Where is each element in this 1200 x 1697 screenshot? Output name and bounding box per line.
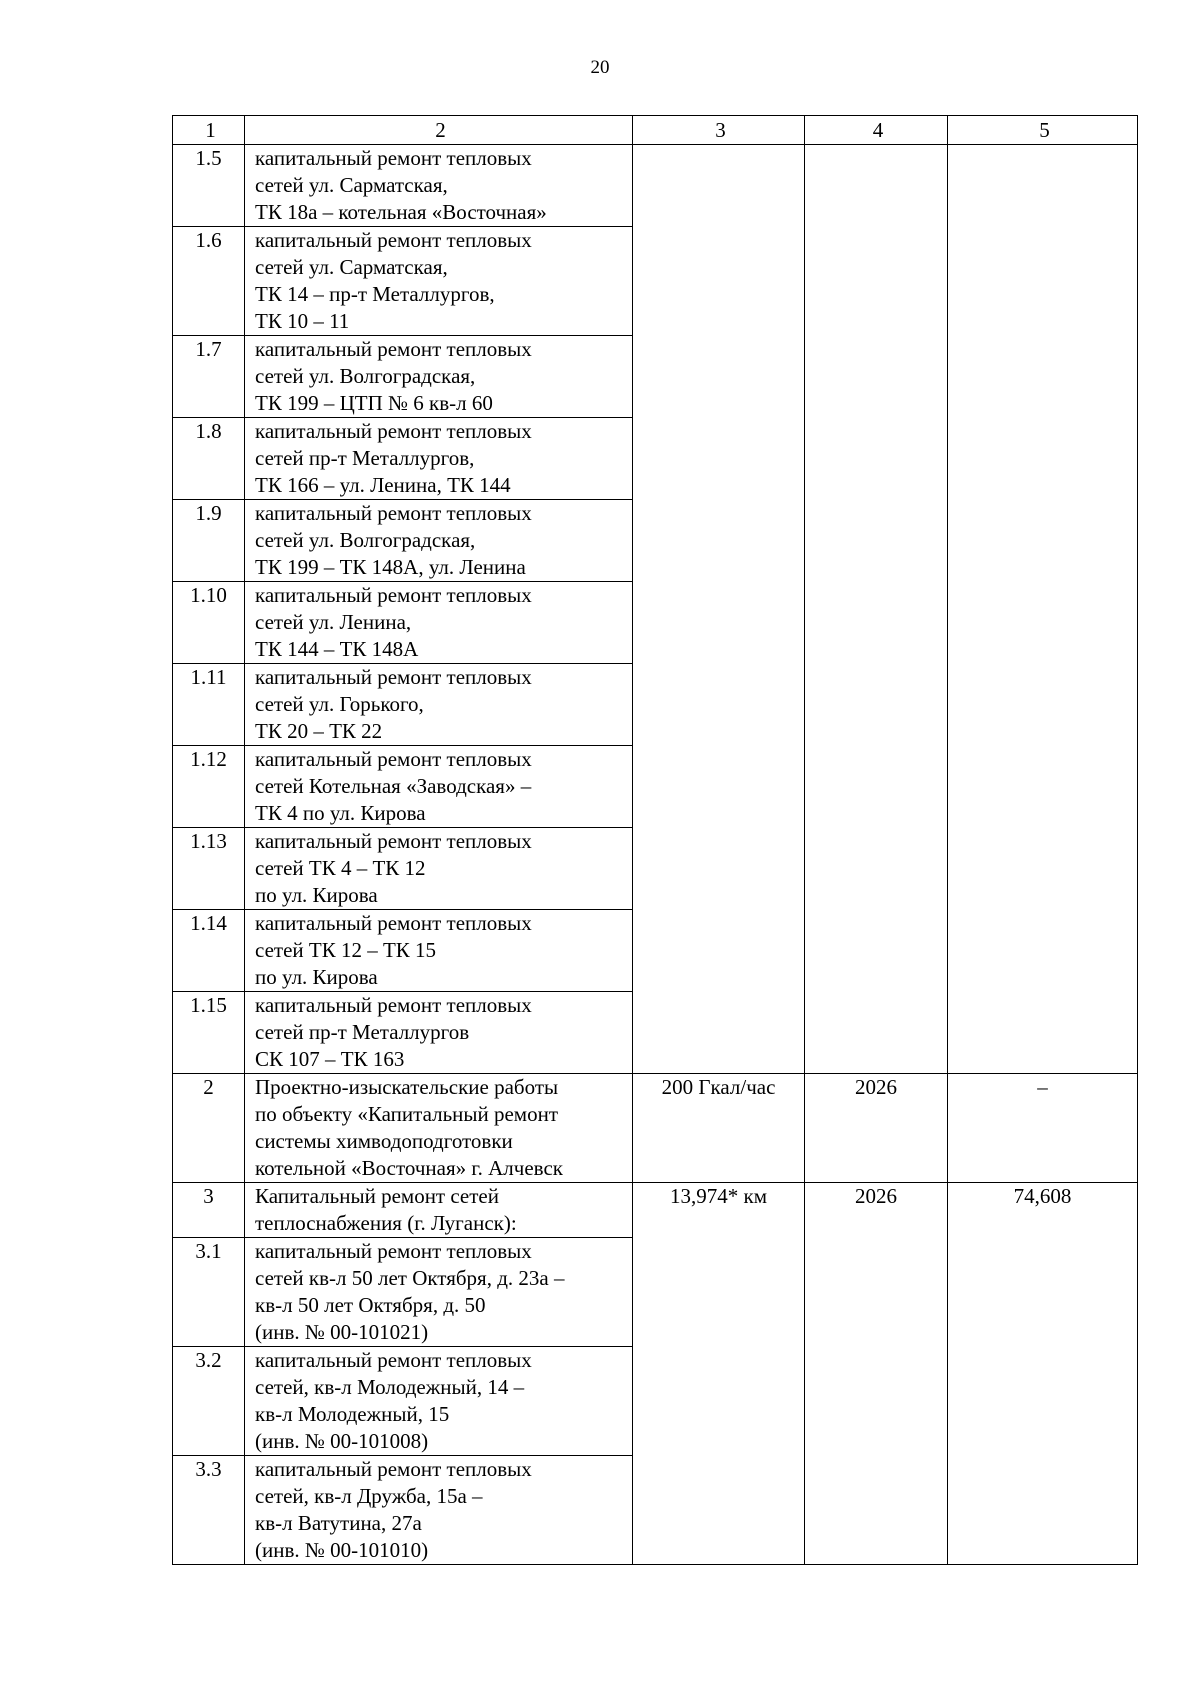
row-description: [245, 992, 633, 1074]
header-cell-5: 5: [948, 116, 1138, 145]
description-line: по объекту «Капитальный ремонт: [255, 1102, 559, 1126]
row-number: 1.5: [173, 145, 245, 227]
description-line: Проектно-изыскательские работы: [255, 1075, 559, 1099]
description-line: кв-л Молодежный, 15: [255, 1402, 450, 1426]
description-line: сетей ул. Сарматская,: [255, 173, 448, 197]
description-line: (инв. № 00-101008): [255, 1429, 429, 1453]
description-line: сетей ТК 4 – ТК 12: [255, 856, 426, 880]
description-line: ТК 144 – ТК 148А: [255, 637, 419, 661]
row-description: [245, 418, 633, 500]
description-line: капитальный ремонт тепловых: [255, 829, 532, 853]
row-capacity: 200 Гкал/час: [633, 1074, 805, 1183]
table-row: [173, 1183, 1138, 1238]
row-description: [245, 1183, 633, 1238]
row-description: [245, 664, 633, 746]
header-cell-1: 1: [173, 116, 245, 145]
row-number: 3.2: [173, 1347, 245, 1456]
description-line: системы химводоподготовки: [255, 1129, 513, 1153]
description-line: капитальный ремонт тепловых: [255, 1348, 532, 1372]
table-row: [173, 1074, 1138, 1183]
merged-empty-cell-4: [805, 145, 948, 1074]
description-line: сетей ул. Ленина,: [255, 610, 412, 634]
row-number: 3.3: [173, 1456, 245, 1565]
description-line: капитальный ремонт тепловых: [255, 146, 532, 170]
row-year: 2026: [805, 1183, 948, 1565]
row-number: 3.1: [173, 1238, 245, 1347]
row-description: [245, 1238, 633, 1347]
row-description: [245, 227, 633, 336]
row-description: [245, 1074, 633, 1183]
row-number: 1.13: [173, 828, 245, 910]
row-number: 3: [173, 1183, 245, 1238]
description-line: ТК 14 – пр-т Металлургов,: [255, 282, 495, 306]
description-line: капитальный ремонт тепловых: [255, 583, 532, 607]
row-description: [245, 1347, 633, 1456]
row-description: [245, 145, 633, 227]
description-line: сетей кв-л 50 лет Октября, д. 23а –: [255, 1266, 565, 1290]
description-line: сетей пр-т Металлургов: [255, 1020, 470, 1044]
row-description: [245, 910, 633, 992]
description-line: капитальный ремонт тепловых: [255, 665, 532, 689]
row-description: [245, 500, 633, 582]
description-line: ТК 18а – котельная «Восточная»: [255, 200, 547, 224]
description-line: ТК 166 – ул. Ленина, ТК 144: [255, 473, 511, 497]
row-number: 1.12: [173, 746, 245, 828]
description-line: Капитальный ремонт сетей: [255, 1184, 499, 1208]
description-line: капитальный ремонт тепловых: [255, 993, 532, 1017]
description-line: по ул. Кирова: [255, 965, 378, 989]
description-line: капитальный ремонт тепловых: [255, 501, 532, 525]
description-line: сетей, кв-л Молодежный, 14 –: [255, 1375, 525, 1399]
row-number: 1.6: [173, 227, 245, 336]
row-number: 2: [173, 1074, 245, 1183]
description-line: сетей ул. Волгоградская,: [255, 528, 476, 552]
description-line: сетей, кв-л Дружба, 15а –: [255, 1484, 483, 1508]
row-description: [245, 1456, 633, 1565]
description-line: (инв. № 00-101021): [255, 1320, 429, 1344]
row-number: 1.9: [173, 500, 245, 582]
description-line: ТК 20 – ТК 22: [255, 719, 383, 743]
header-cell-2: 2: [245, 116, 633, 145]
merged-empty-cell-5: [948, 145, 1138, 1074]
description-line: по ул. Кирова: [255, 883, 378, 907]
header-cell-4: 4: [805, 116, 948, 145]
description-line: сетей ул. Горького,: [255, 692, 424, 716]
description-line: сетей ул. Сарматская,: [255, 255, 448, 279]
row-description: [245, 336, 633, 418]
description-line: капитальный ремонт тепловых: [255, 228, 532, 252]
row-amount: 74,608: [948, 1183, 1138, 1565]
row-number: 1.14: [173, 910, 245, 992]
description-line: (инв. № 00-101010): [255, 1538, 429, 1562]
description-line: капитальный ремонт тепловых: [255, 337, 532, 361]
row-number: 1.8: [173, 418, 245, 500]
description-line: капитальный ремонт тепловых: [255, 911, 532, 935]
description-line: теплоснабжения (г. Луганск):: [255, 1211, 517, 1235]
row-capacity: 13,974* км: [633, 1183, 805, 1565]
row-number: 1.11: [173, 664, 245, 746]
description-line: капитальный ремонт тепловых: [255, 1239, 532, 1263]
table-header-row: [173, 116, 1138, 145]
description-line: ТК 4 по ул. Кирова: [255, 801, 426, 825]
row-description: [245, 746, 633, 828]
row-amount: –: [948, 1074, 1138, 1183]
description-line: СК 107 – ТК 163: [255, 1047, 405, 1071]
row-description: [245, 582, 633, 664]
description-line: капитальный ремонт тепловых: [255, 419, 532, 443]
description-line: котельной «Восточная» г. Алчевск: [255, 1156, 563, 1180]
header-cell-3: 3: [633, 116, 805, 145]
description-line: капитальный ремонт тепловых: [255, 747, 532, 771]
row-description: [245, 828, 633, 910]
row-number: 1.15: [173, 992, 245, 1074]
description-line: сетей Котельная «Заводская» –: [255, 774, 532, 798]
description-line: кв-л Ватутина, 27а: [255, 1511, 422, 1535]
description-line: кв-л 50 лет Октября, д. 50: [255, 1293, 486, 1317]
page-number: 20: [590, 57, 610, 78]
description-line: сетей ТК 12 – ТК 15: [255, 938, 437, 962]
works-table: [172, 115, 1138, 1565]
description-line: сетей пр-т Металлургов,: [255, 446, 475, 470]
description-line: ТК 199 – ТК 148А, ул. Ленина: [255, 555, 526, 579]
table-row: [173, 145, 1138, 227]
row-number: 1.10: [173, 582, 245, 664]
description-line: капитальный ремонт тепловых: [255, 1457, 532, 1481]
description-line: ТК 199 – ЦТП № 6 кв-л 60: [255, 391, 493, 415]
merged-empty-cell-3: [633, 145, 805, 1074]
row-number: 1.7: [173, 336, 245, 418]
description-line: ТК 10 – 11: [255, 309, 350, 333]
description-line: сетей ул. Волгоградская,: [255, 364, 476, 388]
row-year: 2026: [805, 1074, 948, 1183]
